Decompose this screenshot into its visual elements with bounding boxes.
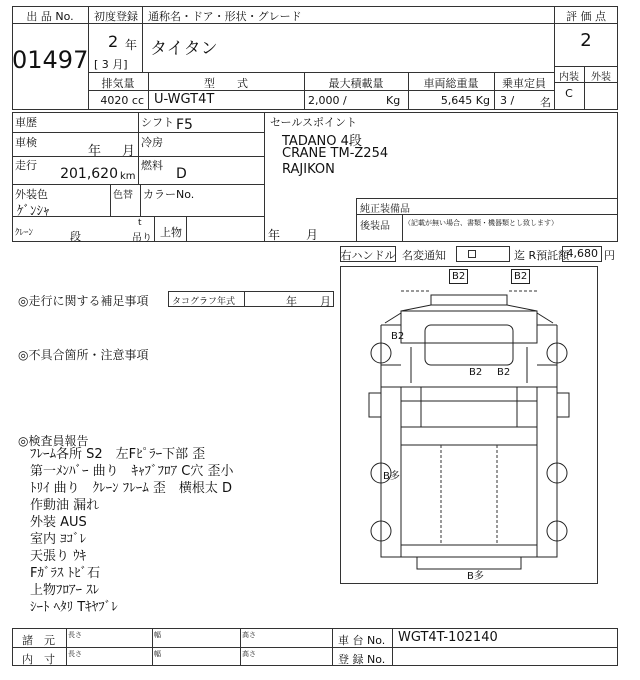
shift-label: シフト — [141, 116, 174, 129]
inspection-label: 車検 — [15, 136, 37, 149]
width-label: 幅 — [154, 631, 161, 639]
gross-weight-value: 5,645 Kg — [440, 94, 490, 107]
damage-tag: B2 — [391, 331, 405, 342]
genuine-label: 純正装備品 — [360, 204, 410, 215]
sales-point: CRANE TM-Z254 — [282, 146, 389, 161]
chassis-value: WGT4T-102140 — [398, 630, 498, 645]
note-line: 天張り ｳｷ — [30, 549, 87, 564]
tacho-month: 月 — [320, 295, 331, 308]
damage-tag: B2 — [449, 269, 468, 284]
note-line: ﾌﾚｰﾑ各所 S2 左Fﾋﾟﾗｰ下部 歪 — [30, 447, 206, 462]
lot-label: 出 品 No. — [26, 10, 74, 23]
inspector-notes — [30, 446, 233, 616]
aftermarket-label: 後装品 — [360, 221, 390, 232]
length-label: 長さ — [68, 631, 82, 639]
note-line: 室内 ﾖｺﾞﾚ — [30, 532, 87, 547]
first-reg-month: [ 3 月] — [94, 58, 128, 71]
upper-label: 上物 — [160, 226, 182, 239]
tacho-label: タコグラフ年式 — [172, 297, 236, 307]
damage-tag: B2 — [511, 269, 530, 284]
note-line: 第一ﾒﾝﾊﾞｰ 曲り ｷｬﾌﾞﾌﾛｱ C穴 歪小 — [30, 464, 234, 479]
defects-heading: ◎不具合箇所・注意事項 — [18, 348, 149, 362]
first-reg-label: 初度登録 — [94, 10, 138, 23]
note-line: 上物ﾌﾛｱｰ ｽﾚ — [30, 583, 100, 598]
cooling-label: 冷房 — [141, 136, 163, 149]
color-no-label: カラーNo. — [143, 188, 195, 201]
rating-label: 評 価 点 — [566, 10, 606, 23]
sales-point: RAJIKON — [282, 162, 335, 177]
displacement-label: 排気量 — [101, 77, 135, 90]
year-unit: 年 — [125, 38, 138, 52]
truck-outline — [341, 267, 597, 583]
mileage-value: 201,620 — [60, 166, 118, 182]
upper-year: 年 — [268, 228, 281, 242]
mileage-label: 走行 — [15, 159, 37, 172]
aftermarket-note: （記載が無い場合、書類・機器類とし致します） — [404, 219, 558, 227]
note-line: 外装 AUS — [30, 515, 87, 530]
inspection-month: 月 — [122, 144, 136, 159]
displacement-value: 4020 cc — [100, 94, 144, 107]
tacho-year: 年 — [286, 295, 297, 308]
expiry-label: 迄 R預託額 — [514, 249, 570, 262]
name-change-checkbox — [468, 250, 476, 258]
deposit-value: 4,680 — [566, 247, 598, 260]
note-line: ｼｰﾄ ﾍﾀﾘ Tｷﾔﾌﾞﾚ — [30, 600, 118, 615]
interior-label: 内装 — [559, 72, 579, 83]
max-load-value: 2,000 / — [308, 94, 347, 107]
first-reg-year: 2 — [108, 32, 119, 51]
name-change-box — [456, 246, 510, 262]
exterior-color-value: ｹﾞﾝｼｬ — [17, 204, 50, 219]
crane-label: ｸﾚｰﾝ — [15, 228, 34, 238]
capacity-value: 3 / — [500, 94, 515, 107]
note-line: Fｶﾞﾗｽ ﾄﾋﾞ石 — [30, 566, 101, 581]
reg-label: 登 録 No. — [338, 653, 386, 666]
mileage-unit: km — [120, 171, 136, 182]
inspector-heading: ◎検査員報告 — [18, 434, 89, 448]
max-load-label: 最大積載量 — [328, 77, 384, 90]
supplement-heading: ◎走行に関する補足事項 — [18, 294, 149, 308]
dims-label: 諸 元 — [22, 634, 55, 647]
color-code-label: 色替 — [113, 190, 133, 201]
note-line: ﾄﾘｲ 曲り ｸﾚｰﾝ ﾌﾚｰﾑ 歪 横根太 D — [30, 481, 233, 496]
capacity-unit: 名 — [540, 96, 551, 109]
sales-title: セールスポイント — [270, 116, 358, 129]
lot-number: 01497 — [12, 46, 89, 74]
model-value: U-WGT4T — [154, 92, 215, 107]
upper-month: 月 — [306, 228, 319, 242]
damage-tag: B多 — [383, 471, 400, 482]
deposit-unit: 円 — [604, 249, 615, 262]
rating-value: 2 — [580, 30, 592, 51]
inspection-year: 年 — [88, 144, 102, 159]
vehicle-diagram — [340, 266, 598, 584]
gross-weight-label: 車両総重量 — [423, 77, 479, 90]
interior-dims-label: 内 寸 — [22, 653, 55, 666]
fuel-label: 燃料 — [141, 159, 163, 172]
height-label: 高さ — [242, 650, 256, 658]
sales-point: TADANO 4段 — [282, 134, 362, 149]
name-change-label: 名変通知 — [402, 249, 446, 262]
fuel-value: D — [176, 166, 187, 182]
exterior-label: 外装 — [591, 72, 611, 83]
interior-grade: C — [565, 87, 573, 100]
max-load-unit: Kg — [386, 94, 401, 107]
note-line: 作動油 漏れ — [30, 498, 100, 513]
model-label: 型 式 — [204, 77, 248, 90]
car-name: タイタン — [150, 39, 218, 59]
chassis-label: 車 台 No. — [338, 634, 386, 647]
length-label: 長さ — [68, 650, 82, 658]
crane-ton: t — [138, 218, 142, 228]
damage-tag: B2 — [497, 367, 511, 378]
exterior-color-label: 外装色 — [15, 188, 48, 201]
history-label: 車歴 — [15, 116, 37, 129]
handle-label: 右ハンドル — [340, 249, 396, 262]
crane-lift: 吊り — [132, 233, 152, 244]
shift-value: F5 — [176, 117, 193, 133]
width-label: 幅 — [154, 650, 161, 658]
damage-tag: B多 — [467, 571, 484, 582]
damage-tag: B2 — [469, 367, 483, 378]
crane-stage: 段 — [70, 230, 81, 243]
height-label: 高さ — [242, 631, 256, 639]
capacity-label: 乗車定員 — [502, 77, 546, 90]
name-label: 通称名・ドア・形状・グレード — [148, 10, 302, 23]
